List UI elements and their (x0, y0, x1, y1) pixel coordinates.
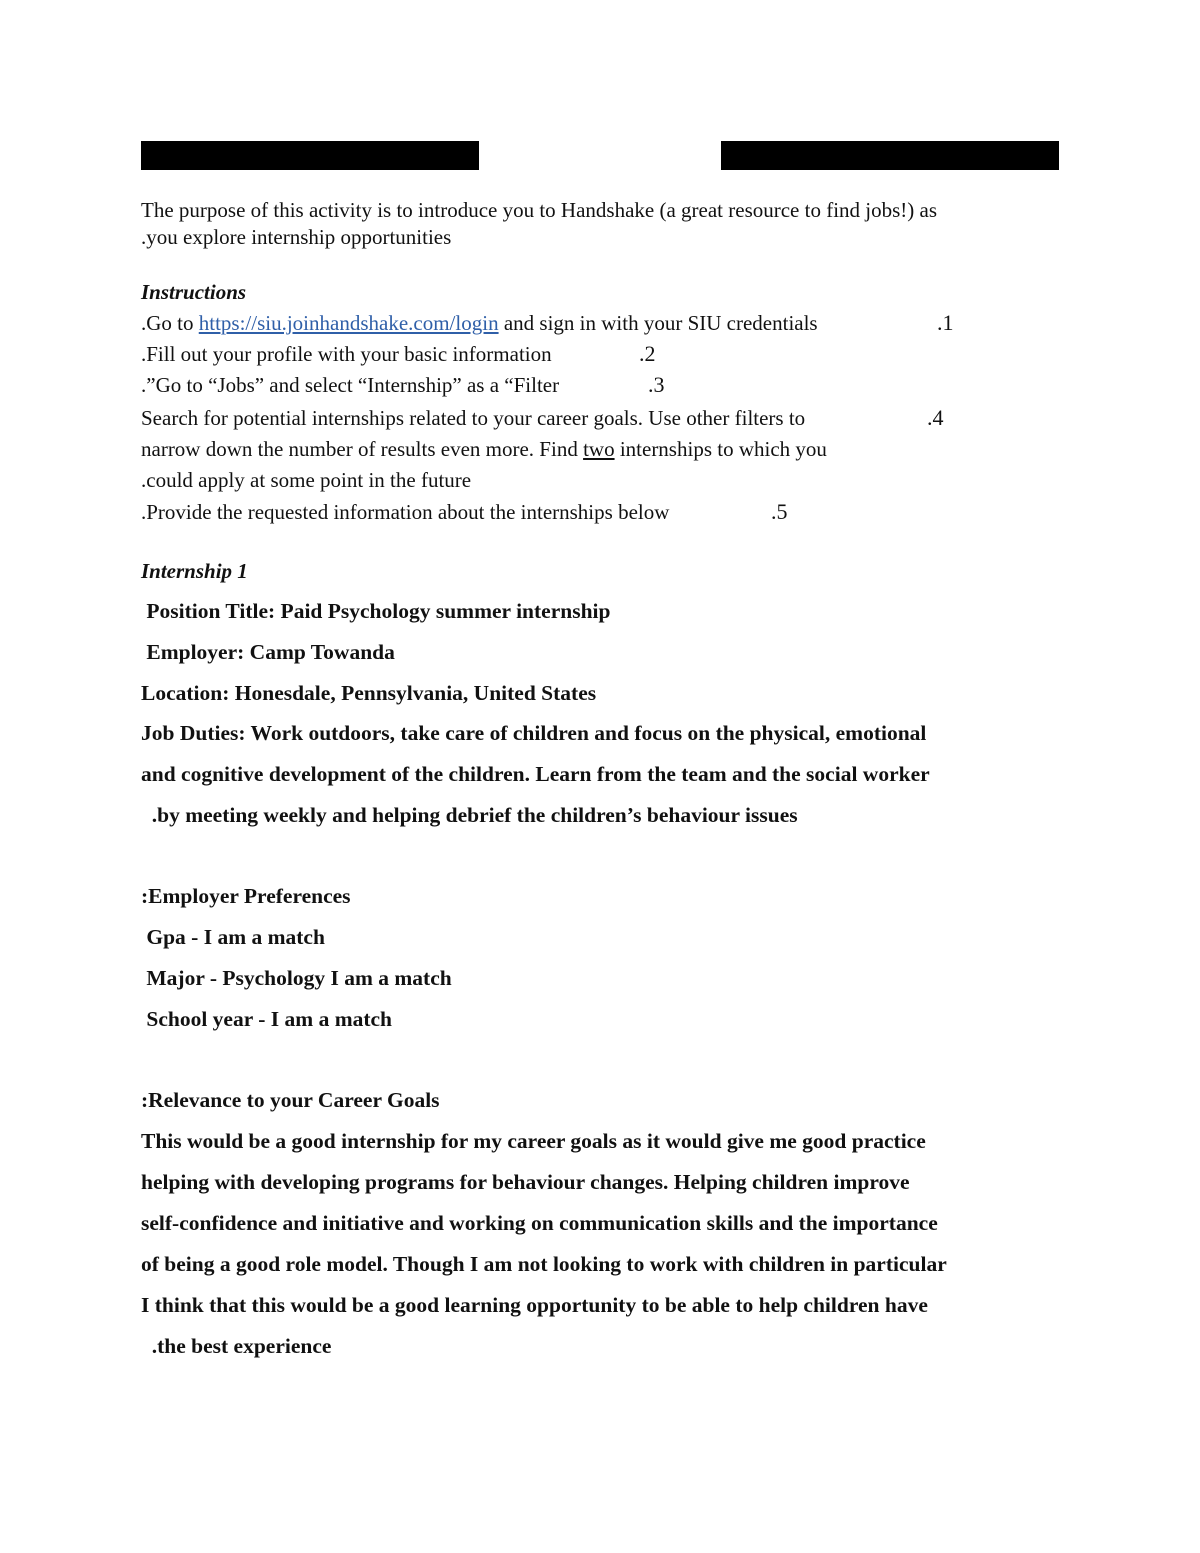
job-duties-line-3: .by meeting weekly and helping debrief the children’s behaviour issues (141, 803, 798, 827)
relevance-line-3: self-confidence and initiative and working on communication skills and the importance (141, 1211, 938, 1235)
preference-gpa: Gpa - I am a match (141, 925, 325, 949)
instruction-number-3: .3 (648, 372, 665, 397)
instructions-heading: Instructions (141, 280, 247, 304)
job-duties-line-2: and cognitive development of the children. Learn from the team and the social worker (141, 762, 930, 786)
relevance-line-4: of being a good role model. Though I am not looking to work with children in particular (141, 1252, 947, 1276)
instruction-item-1-prefix: .Go to (141, 311, 199, 335)
internship-1-heading: Internship 1 (141, 559, 248, 583)
instruction-item-5: .Provide the requested information about the internships below (141, 500, 670, 524)
handshake-login-link[interactable]: https://siu.joinhandshake.com/login (198, 311, 499, 335)
preference-major: Major - Psychology I am a match (141, 966, 452, 990)
intro-line-1: The purpose of this activity is to introduce you to Handshake (a great resource to find jobs!) as (141, 198, 938, 222)
employer: Employer: Camp Towanda (141, 640, 395, 664)
intro-line-2: .you explore internship opportunities (141, 225, 452, 249)
location: Location: Honesdale, Pennsylvania, United States (141, 681, 597, 705)
relevance-line-1: This would be a good internship for my career goals as it would give me good practice (141, 1129, 926, 1153)
instruction-item-1 (141, 310, 818, 336)
instruction-number-5: .5 (771, 499, 788, 524)
instruction-item-3: .”Go to “Jobs” and select “Internship” as a “Filter (141, 373, 560, 397)
redacted-name-bar (141, 141, 479, 170)
instruction-item-4-line-3: .could apply at some point in the future (141, 468, 472, 492)
instruction-item-4-line-1: Search for potential internships related to your career goals. Use other filters to (141, 406, 806, 430)
relevance-line-2: helping with developing programs for behaviour changes. Helping children improve (141, 1170, 910, 1194)
relevance-heading: :Relevance to your Career Goals (141, 1088, 440, 1112)
relevance-line-6: .the best experience (141, 1334, 332, 1358)
underlined-two: two (583, 437, 615, 461)
instruction-item-4-line-2 (141, 436, 827, 462)
position-title: Position Title: Paid Psychology summer internship (141, 599, 611, 623)
instruction-item-2: .Fill out your profile with your basic information (141, 342, 552, 366)
preference-school-year: School year - I am a match (141, 1007, 393, 1031)
instruction-item-4-line-2-suffix: internships to which you (614, 437, 827, 461)
employer-preferences-heading: :Employer Preferences (141, 884, 351, 908)
instruction-item-4-line-2-prefix: narrow down the number of results even more. Find (141, 437, 584, 461)
redacted-date-bar (721, 141, 1059, 170)
instruction-number-2: .2 (639, 341, 656, 366)
instruction-number-1: .1 (937, 310, 954, 335)
instruction-item-1-suffix: and sign in with your SIU credentials (498, 311, 818, 335)
instruction-number-4: .4 (927, 405, 944, 430)
job-duties-line-1: Job Duties: Work outdoors, take care of children and focus on the physical, emotional (141, 721, 927, 745)
relevance-line-5: I think that this would be a good learning opportunity to be able to help children have (141, 1293, 928, 1317)
